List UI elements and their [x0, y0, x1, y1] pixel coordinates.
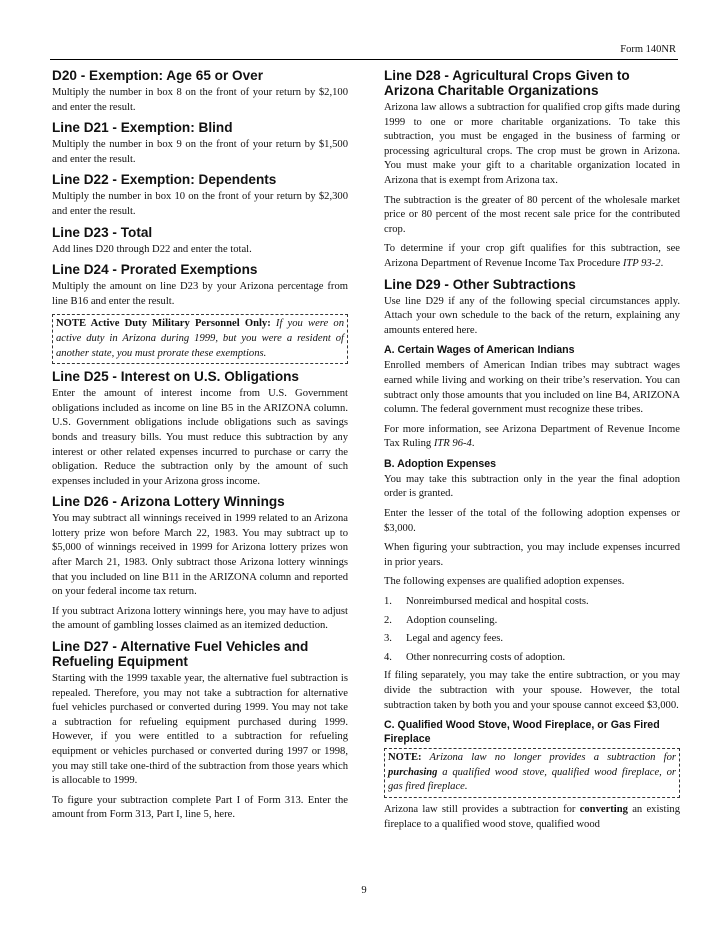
- list-number: 2.: [384, 614, 392, 626]
- section-title: Line D21 - Exemption: Blind: [52, 120, 233, 136]
- section-body: [384, 803, 680, 832]
- list-item: [384, 614, 680, 629]
- body-text-end: an existing fireplace to a qualified wood stove, qualified wood: [384, 803, 680, 830]
- list-number: 4.: [384, 651, 392, 663]
- form-id: Form 140NR: [620, 44, 676, 55]
- list-text: Other nonrecurring costs of adoption.: [406, 651, 566, 663]
- body-text: To determine if your crop gift qualifies for this subtraction, see Arizona Department of Revenue Income Tax Procedure: [384, 243, 680, 269]
- section-body: Multiply the amount on line D23 by your Arizona percentage from line B16 and enter the result.: [52, 281, 348, 307]
- section-body: Enter the amount of interest income from U.S. Government obligations included as income on line B5 in the ARIZONA column. U.S. Government obligations include obligations such as savings bonds and treasury bills. You must reduce this subtraction by any interest or other related expenses incurred to purchase or carry the obligation. Reduce the subtraction only by the amount of such expenses included in your Arizona gross income.: [52, 388, 348, 487]
- section-body: Use line D29 if any of the following special circumstances apply. Attach your own schedule to the back of the return, explaining any amounts entered here.: [384, 295, 680, 336]
- subsection-title: C. Qualified Wood Stove, Wood Fireplace, or Gas Fired Fireplace: [384, 719, 660, 746]
- section-d23: [52, 225, 348, 258]
- section-d20: [52, 68, 348, 115]
- section-d28: [384, 68, 680, 272]
- subsection-title: A. Certain Wages of American Indians: [384, 344, 575, 357]
- section-body: If you subtract Arizona lottery winnings here, you may have to adjust the amount of gambling losses claimed as an itemized deduction.: [52, 605, 348, 632]
- procedure-reference: ITP 93-2: [622, 257, 661, 269]
- section-d21: [52, 120, 348, 167]
- section-body: If filing separately, you may take the entire subtraction, or you may divide the subtraction with your spouse. However, the total subtraction taken by both you and your spouse cannot exceed $3,000.: [384, 670, 680, 711]
- section-body: Multiply the number in box 10 on the front of your return by $2,300 and enter the result.: [52, 191, 348, 217]
- section-body: When figuring your subtraction, you may include expenses incurred in prior years.: [384, 542, 680, 568]
- section-body: [384, 242, 680, 271]
- list-number: 3.: [384, 633, 392, 645]
- body-text-end: .: [660, 257, 664, 269]
- list-item: [384, 632, 680, 647]
- section-body: You may take this subtraction only in the year the final adoption order is granted.: [384, 473, 680, 500]
- section-body: [384, 423, 680, 452]
- section-body: Multiply the number in box 9 on the front of your return by $1,500 and enter the result.: [52, 139, 348, 165]
- section-title: Line D27 - Alternative Fuel Vehicles and Refueling Equipment: [52, 639, 309, 670]
- note-body-end: a qualified wood stove, qualified wood fireplace, or gas fired fireplace.: [388, 766, 676, 793]
- subsection-title: B. Adoption Expenses: [384, 457, 497, 470]
- note-body: Arizona law no longer provides a subtraction for: [421, 752, 676, 764]
- section-title: Line D29 - Other Subtractions: [384, 276, 576, 292]
- section-body: The following expenses are qualified adoption expenses.: [384, 576, 625, 588]
- note-label: NOTE Active Duty Military Personnel Only:: [56, 318, 271, 330]
- section-title: Line D25 - Interest on U.S. Obligations: [52, 369, 299, 385]
- section-title: Line D22 - Exemption: Dependents: [52, 172, 277, 188]
- list-number: 1.: [384, 596, 392, 608]
- note-label: NOTE:: [388, 752, 422, 764]
- list-text: Nonreimbursed medical and hospital costs.: [406, 596, 589, 608]
- section-d25: [52, 369, 348, 489]
- wood-stove-note: [384, 748, 680, 798]
- section-d26: [52, 494, 348, 634]
- section-body: The subtraction is the greater of 80 percent of the wholesale market price or 80 percent of the most recent sale price for the contributed crop.: [384, 194, 680, 235]
- list-item: [384, 595, 680, 610]
- section-body: To figure your subtraction complete Part I of Form 313. Enter the amount from Form 313, Part I, line 5, here.: [52, 794, 348, 821]
- section-body: Enrolled members of American Indian tribes may subtract wages earned while living and working on their tribe’s reservation. You can subtract only those amounts that you included on line B4, ARIZONA column. The federal government must recognize these tribes.: [384, 360, 680, 416]
- section-body: Starting with the 1999 taxable year, the alternative fuel subtraction is repealed. Therefore, you may not take a subtraction for alternative fuel vehicles purchased or converted during 1999. You may not take a subtraction for refueling equipment purchased during 1999. However, if you were entitled to a subtraction for refueling equipment or vehicles purchased or converted during 1997 or 1998, you may still take one-third of the subtraction from those years which is allocable to 1999.: [52, 673, 348, 787]
- military-note: [52, 314, 348, 364]
- section-d29: [384, 277, 680, 833]
- list-item: [384, 651, 680, 666]
- section-d22: [52, 172, 348, 219]
- section-title: Line D26 - Arizona Lottery Winnings: [52, 494, 285, 510]
- body-emphasis: converting: [579, 803, 628, 815]
- section-body: You may subtract all winnings received in 1999 related to an Arizona lottery prize won before March 22, 1983. You may subtract up to $5,000 of winnings received in 1999 for Arizona lottery prizes won after March 21, 1983. Only subtract those Arizona lottery winnings that you included on line B11 in the ARIZONA column and reported on your federal income tax return.: [52, 513, 348, 598]
- section-d24: [52, 262, 348, 364]
- body-text: Arizona law still provides a subtraction for: [384, 803, 580, 815]
- note-emphasis: purchasing: [388, 766, 438, 778]
- section-body: Multiply the number in box 8 on the front of your return by $2,100 and enter the result.: [52, 87, 348, 113]
- section-title: Line D28 - Agricultural Crops Given to Arizona Charitable Organizations: [384, 68, 630, 98]
- note-body: If you were on active duty in Arizona during 1999, but you were a resident of another state, you must prorate these exemptions.: [56, 318, 344, 359]
- section-body: Arizona law allows a subtraction for qualified crop gifts made during 1999 to one or more charitable organizations. To take this subtraction, you must be engaged in the business of farming or processing agricultural crops. The crop must be grown in Arizona. You must make your gift to a charitable organization located in Arizona that is exempt from Arizona tax.: [384, 102, 680, 186]
- section-title: D20 - Exemption: Age 65 or Over: [52, 68, 264, 83]
- left-column: [52, 68, 348, 828]
- list-text: Legal and agency fees.: [406, 633, 504, 645]
- section-title: Line D23 - Total: [52, 224, 153, 240]
- section-body: Add lines D20 through D22 and enter the total.: [52, 243, 252, 255]
- section-body: Enter the lesser of the total of the following adoption expenses or $3,000.: [384, 508, 680, 534]
- page-number: 9: [361, 885, 367, 896]
- list-text: Adoption counseling.: [406, 614, 498, 626]
- right-column: [384, 68, 680, 837]
- body-text: For more information, see Arizona Department of Revenue Income Tax Ruling: [384, 423, 680, 450]
- body-text-end: .: [471, 438, 475, 450]
- section-d27: [52, 639, 348, 823]
- header-rule: [50, 59, 678, 60]
- ruling-reference: ITR 96-4: [433, 438, 472, 450]
- section-title: Line D24 - Prorated Exemptions: [52, 262, 258, 278]
